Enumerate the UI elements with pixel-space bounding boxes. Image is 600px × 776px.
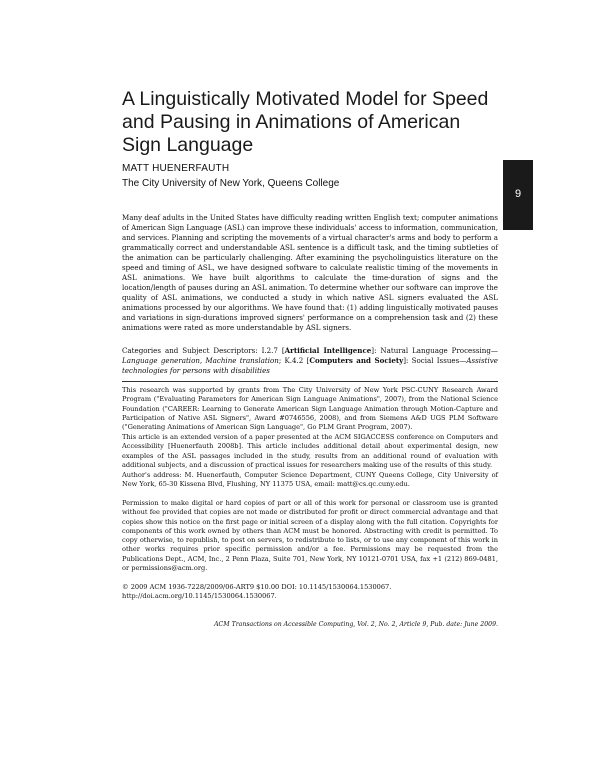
category-ai: Artificial Intelligence <box>284 346 372 355</box>
category-cs-topics: Assistive technologies for persons with disabilities <box>122 356 498 375</box>
category-cs-rest: ]: Social Issues— <box>403 356 467 365</box>
running-footer: ACM Transactions on Accessible Computing, Vol. 2, No. 2, Article 9, Pub. date: June 2009. <box>214 621 498 628</box>
copyright-line: © 2009 ACM 1936-7228/2009/06-ART9 $10.00 DOI: 10.1145/1530064.1530067. <box>122 583 392 591</box>
author-name: MATT HUENERFAUTH <box>122 163 230 174</box>
author-affiliation: The City University of New York, Queens College <box>122 178 340 189</box>
footnote-permission: Permission to make digital or hard copies of part or all of this work for personal or classroom use is granted without fee provided that copies are not made or distributed for profit or direct commercial advantage and that copies show this notice on the first page or initial screen of a display along with the full citation. Copyrights for components of this work owned by others than ACM must be honored. Abstracting with credit is permitted. To copy otherwise, to republish, to post on servers, to redistribute to lists, or to use any component of this work in other works requires prior specific permission and/or a fee. Permissions may be requested from the Publications Dept., ACM, Inc., 2 Penn Plaza, Suite 701, New York, NY 10121-0701 USA, fax +1 (212) 869-0481, or permissions@acm.org. <box>122 499 498 573</box>
category-ai-topics: Language generation, Machine translation <box>122 356 279 365</box>
footnote-extended-version: This article is an extended version of a paper presented at the ACM SIGACCESS conference on Computers and Accessibility [Huenerfauth 2008b]. This article includes additional detail about experimental design, new examples of the ASL passages included in the study, results from an additional round of evaluation with additional subjects, and a discussion of practical issues for researchers making use of the results of this study. <box>122 433 498 469</box>
category-ai-rest: ]: Natural Language Processing— <box>371 346 498 355</box>
copyright-notice <box>122 583 498 602</box>
footnote-author-address: Author's address: M. Huenerfauth, Computer Science Department, CUNY Queens College, City University of New York, 65-30 Kissena Blvd, Flushing, NY 11375 USA, email: matt@cs.qc.cuny.edu. <box>122 471 498 489</box>
article-number: 9 <box>514 188 522 200</box>
footnote-funding: This research was supported by grants from The City University of New York PSC-CUNY Research Award Program ("Evaluating Parameters for American Sign Language Animations", 2007), from the National Science Foundation ("CAREER: Learning to Generate American Sign Language Animation through Motion-Capture and Participation of Native ASL Signers", Award #0746556, 2008), and from Siemens A&D UGS PLM Software ("Generating Animations of American Sign Language", Go PLM Grant Program, 2007). <box>122 386 498 432</box>
article-number-tab <box>503 160 533 230</box>
categories-descriptors <box>122 346 498 376</box>
doi-link[interactable]: http://doi.acm.org/10.1145/1530064.1530067. <box>122 592 277 601</box>
abstract: Many deaf adults in the United States have difficulty reading written English text; computer animations of American Sign Language (ASL) can improve these individuals' access to information, communication, and services. Planning and scripting the movements of a virtual character's arms and body to perform a grammatically correct and understandable ASL sentence is a difficult task, and the timing subtleties of the animation can be particularly challenging. After examining the psycholinguistics literature on the speed and timing of ASL, we have designed software to calculate realistic timing of the movements in ASL animations. We have built algorithms to calculate the time-duration of signs and the location/length of pauses during an ASL animation. To determine whether our software can improve the quality of ASL animations, we conducted a study in which native ASL signers evaluated the ASL animations processed by our algorithms. We have found that: (1) adding linguistically motivated pauses and variations in sign-durations improved signers' performance on a comprehension task and (2) these animations were rated as more understandable by ASL signers. <box>122 213 498 332</box>
paper-title: A Linguistically Motivated Model for Speed and Pausing in Animations of American Sign Language <box>122 88 489 156</box>
footnote-divider <box>122 381 498 382</box>
categories-mid: ; K.4.2 [ <box>278 356 310 365</box>
categories-prefix: Categories and Subject Descriptors: I.2.7 [ <box>122 346 285 355</box>
category-cs: Computers and Society <box>309 356 404 365</box>
